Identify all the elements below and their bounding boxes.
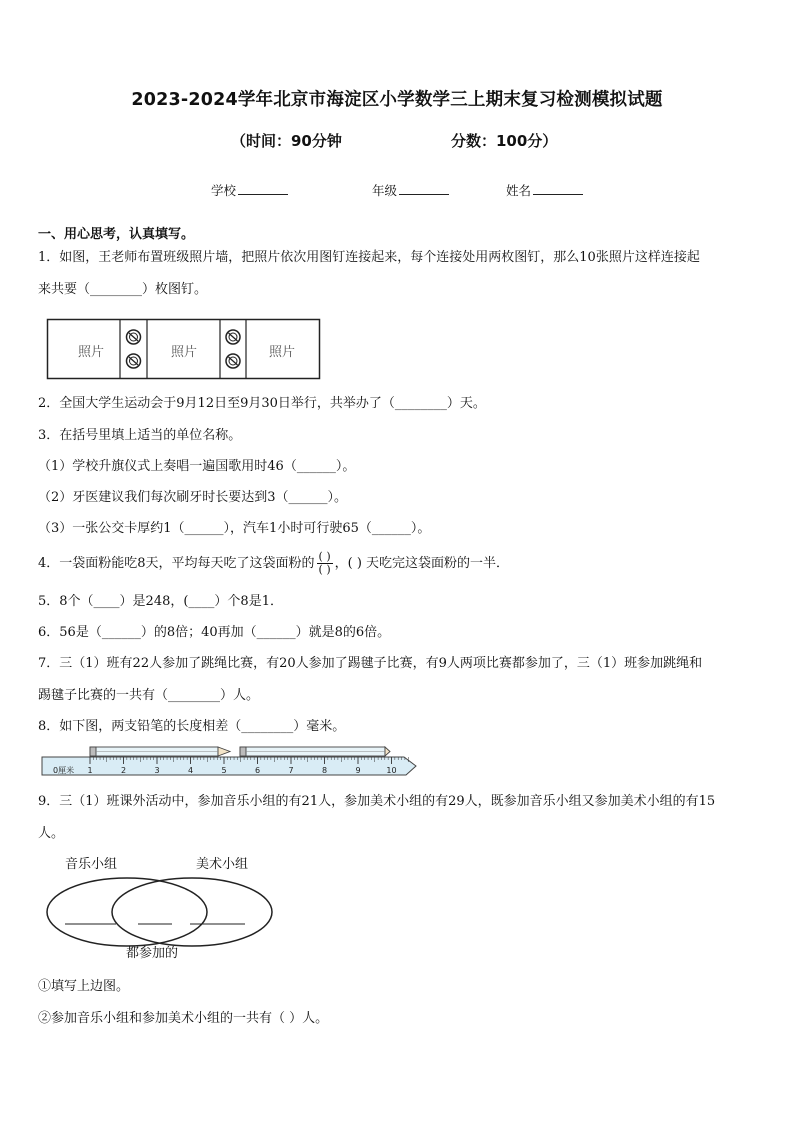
pencil-2 [240, 747, 390, 756]
question-1-line1: 1．如图，王老师布置班级照片墙，把照片依次用图钉连接起来，每个连接处用两枚图钉，那么10张照片这样连接起 [38, 250, 700, 265]
ruler-tick-label: 1 [87, 766, 93, 775]
pencil-1 [90, 747, 230, 756]
question-9-line1: 9．三（1）班课外活动中，参加音乐小组的有21人，参加美术小组的有29人，既参加音乐小组又参加美术小组的有15 [38, 794, 716, 809]
grade-label: 年级 [372, 183, 398, 198]
question-3-2: （2）牙医建议我们每次刷牙时长要达到3（______）。 [38, 490, 348, 505]
question-9-line2: 人。 [38, 826, 65, 841]
venn-diagram [40, 852, 280, 964]
ruler-tick-label: 6 [254, 766, 261, 775]
question-2: 2．全国大学生运动会于9月12日至9月30日举行，共举办了（________）天。 [38, 396, 486, 411]
question-3-3: （3）一张公交卡厚约1（______），汽车1小时可行驶65（______）。 [38, 521, 431, 536]
fraction-blank[interactable] [317, 551, 333, 575]
venn-right-label: 美术小组 [196, 857, 249, 872]
ruler-tick-label: 7 [288, 766, 294, 775]
question-4-text-b: ，( ) 天吃完这袋面粉的一半． [334, 556, 510, 571]
venn-right-ellipse [112, 878, 272, 946]
page-title: 2023-2024学年北京市海淀区小学数学三上期末复习检测模拟试题 [131, 90, 663, 110]
question-6: 6．56是（______）的8倍；40再加（______）就是8的6倍。 [38, 625, 391, 640]
question-9-1: ①填写上边图。 [38, 979, 130, 994]
ruler-figure [40, 744, 418, 778]
question-7-line2: 踢毽子比赛的一共有（________）人。 [38, 688, 260, 703]
ruler-tick-label: 9 [355, 766, 361, 775]
venn-left-label: 音乐小组 [65, 857, 118, 872]
ruler-tick-label: 4 [187, 766, 194, 775]
school-label: 学校 [211, 183, 237, 198]
venn-bottom-label: 都参加的 [126, 946, 179, 961]
photo-label-3: 照片 [268, 345, 296, 360]
grade-field[interactable] [372, 181, 449, 199]
school-blank[interactable] [238, 182, 288, 195]
ruler-unit-label: 0厘米 [53, 766, 75, 775]
ruler-tick-label: 5 [221, 766, 227, 775]
question-7-line1: 7．三（1）班有22人参加了跳绳比赛，有20人参加了踢毽子比赛，有9人两项比赛都参加了，三（1）班参加跳绳和 [38, 656, 703, 671]
question-3-1: （1）学校升旗仪式上奏唱一遍国歌用时46（______）。 [38, 459, 356, 474]
name-label: 姓名 [506, 183, 532, 198]
question-5: 5．8个（____）是248，(____）个8是1． [38, 594, 283, 609]
section-title: 一、用心思考，认真填写。 [38, 227, 195, 242]
grade-blank[interactable] [399, 182, 449, 195]
name-field[interactable] [506, 181, 583, 199]
ruler-tick-label: 3 [154, 766, 160, 775]
question-4-text-a: 4．一袋面粉能吃8天，平均每天吃了这袋面粉的 [38, 556, 315, 571]
exam-score: 分数：100分） [451, 132, 558, 150]
photo-wall-figure [46, 318, 322, 382]
ruler-tick-label: 10 [386, 766, 397, 775]
ruler-tick-label: 8 [321, 766, 328, 775]
question-9-2: ②参加音乐小组和参加美术小组的一共有（ ）人。 [38, 1011, 329, 1026]
fraction-numerator: ( ) [318, 550, 331, 564]
school-field[interactable] [211, 181, 288, 199]
photo-label-2: 照片 [170, 345, 198, 360]
ruler-tick-label: 2 [120, 766, 127, 775]
question-3: 3．在括号里填上适当的单位名称。 [38, 428, 242, 443]
exam-time: （时间：90分钟 [231, 132, 342, 150]
question-8: 8．如下图，两支铅笔的长度相差（________）毫米。 [38, 719, 346, 734]
question-4 [38, 550, 509, 578]
question-1-line2: 来共要（________）枚图钉。 [38, 282, 208, 297]
fraction-denominator: ( ) [318, 563, 331, 576]
name-blank[interactable] [533, 182, 583, 195]
photo-label-1: 照片 [77, 345, 105, 360]
venn-left-ellipse [47, 878, 207, 946]
